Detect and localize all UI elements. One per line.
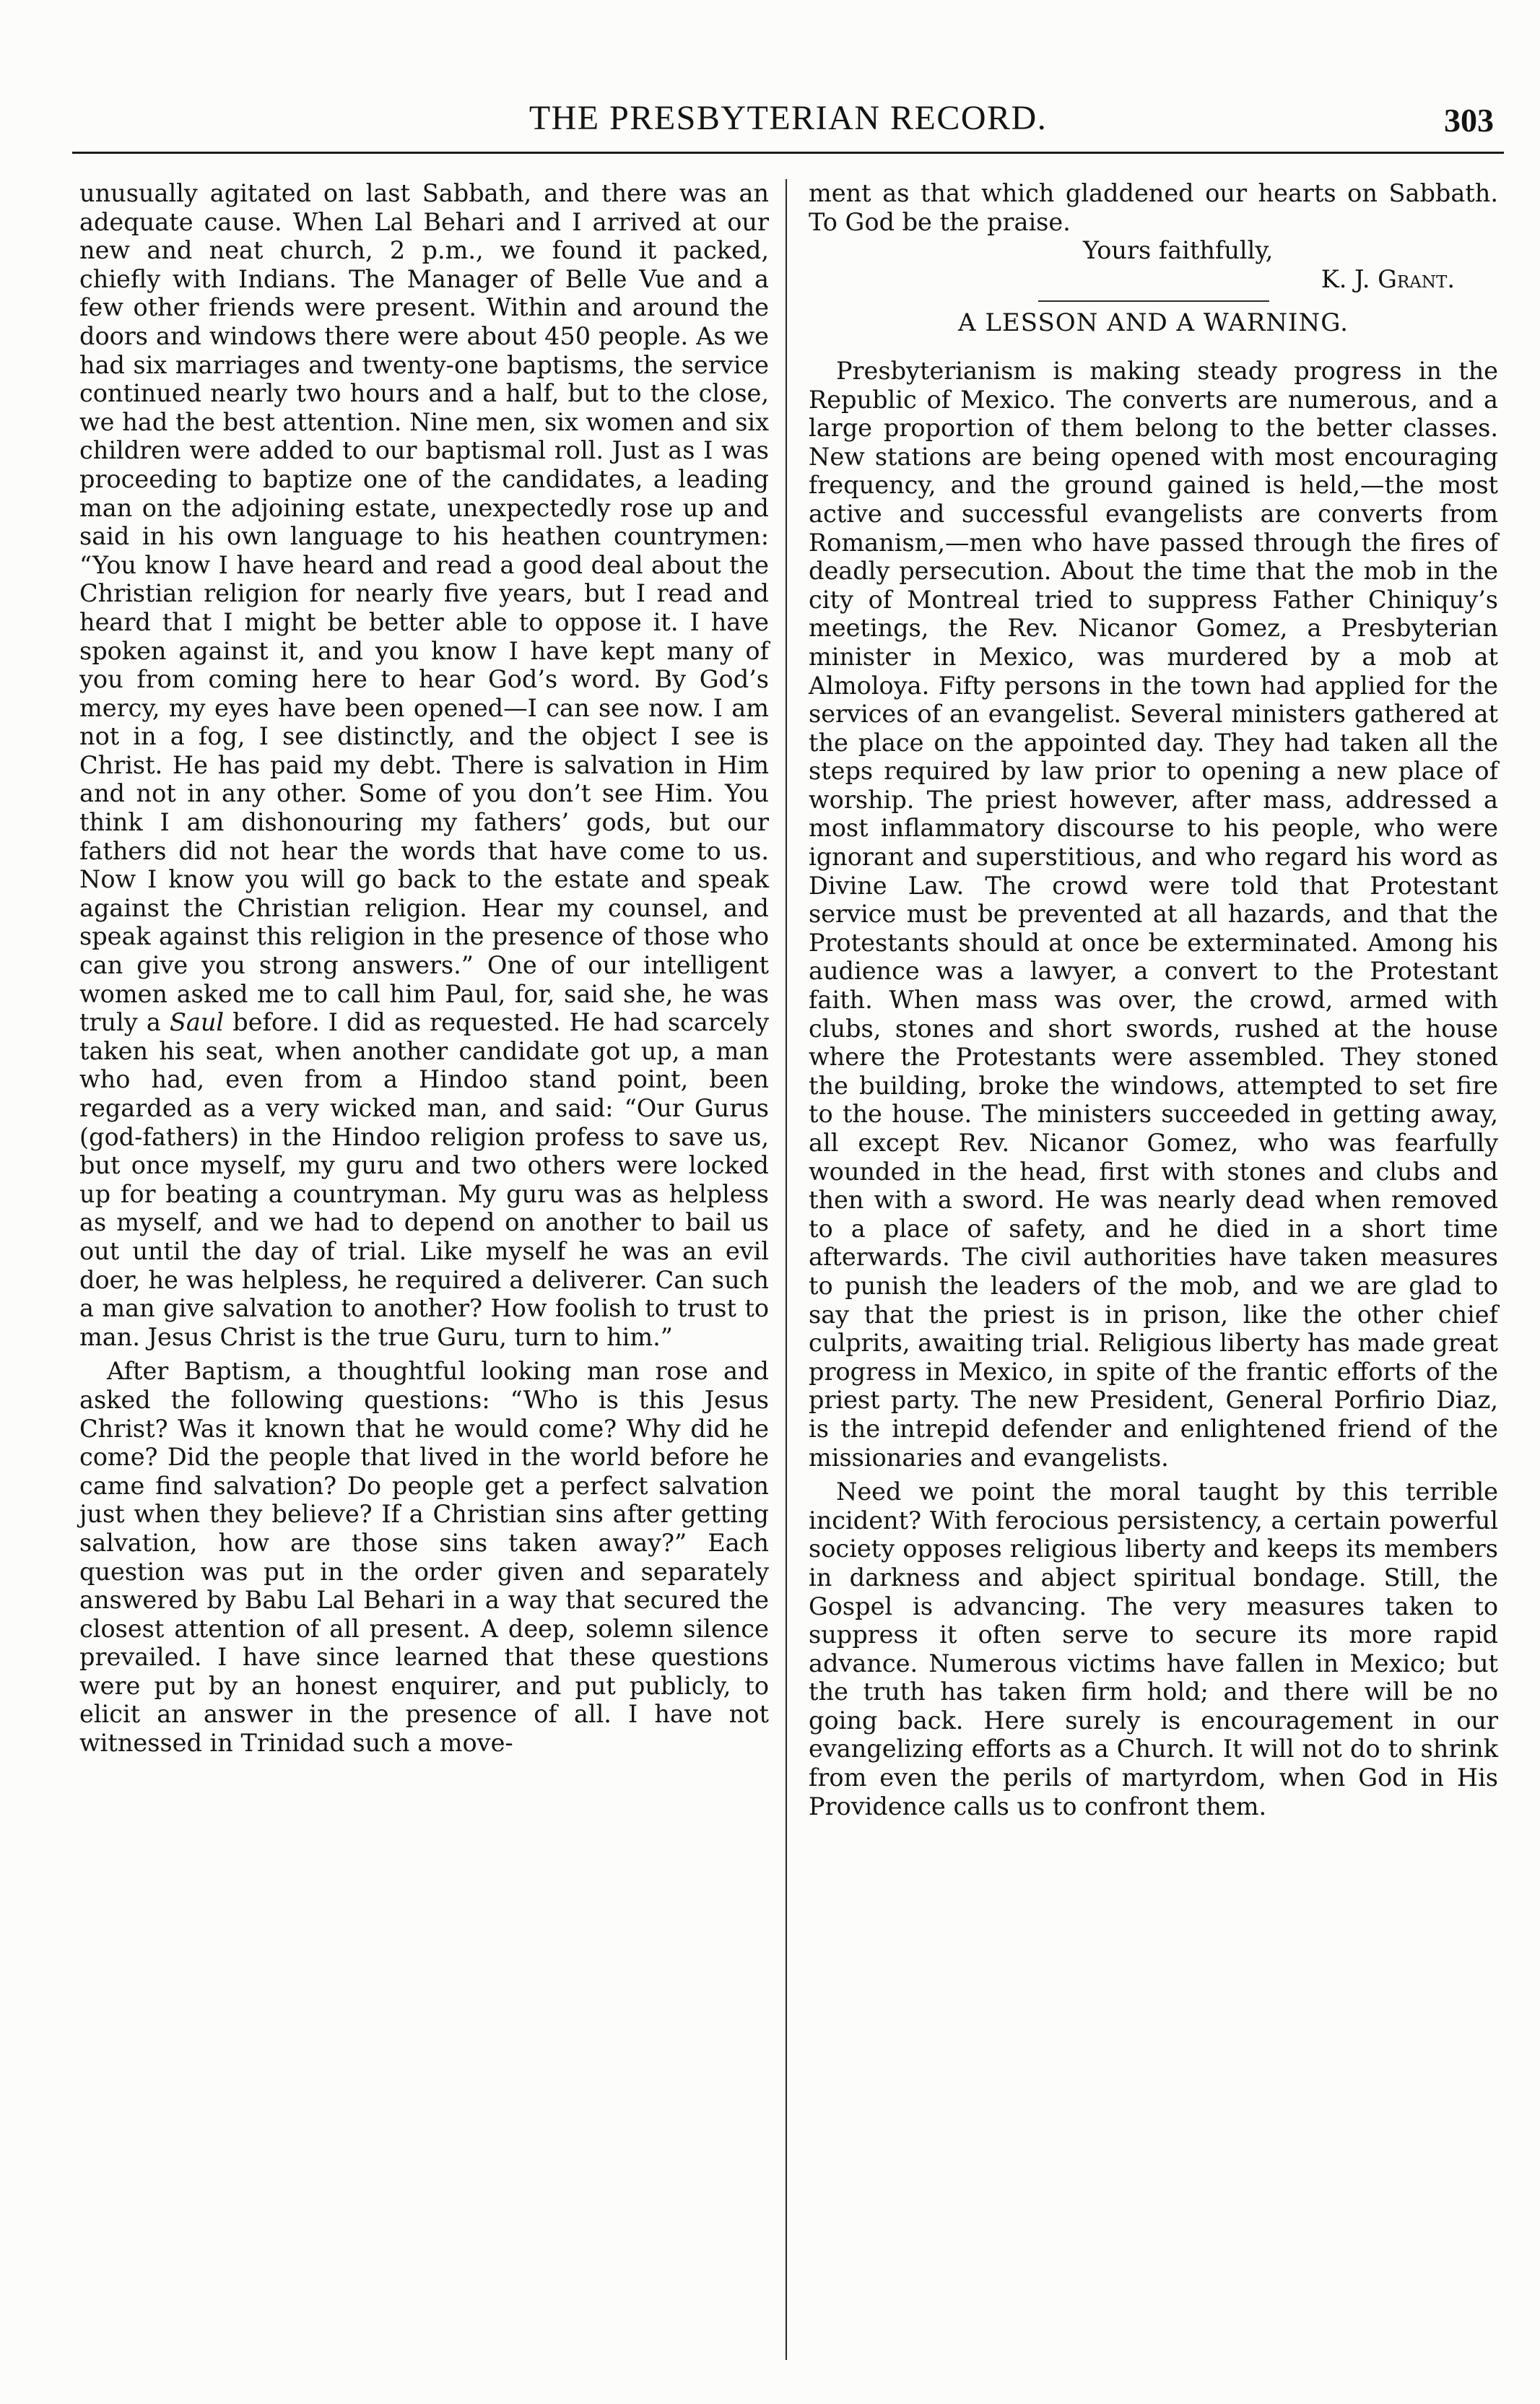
right-column [809, 179, 1498, 2374]
column-divider [786, 179, 787, 2360]
right-paragraph-3: Need we point the moral taught by this terrible incident? With ferocious persistency, a certain powerful society opposes religious liberty and keeps its members in darkness and abject spiritual bondage. Still, the Gospel is advancing. The very measures taken to suppress it often serve to secure its more rapid advance. Numerous victims have fallen in Mexico; but the truth has taken firm hold; and there will be no going back. Here surely is encouragement in our evangelizing efforts as a Church. It will not do to shrink from even the perils of martyrdom, when God in His Providence calls us to confront them. [809, 1477, 1498, 1821]
left-paragraph-2: After Baptism, a thoughtful looking man rose and asked the following questions: “Who is this Jesus Christ? Was it known that he would come? Why did he come? Did the people that lived in the world before he came find salvation? Do people get a perfect salvation just when they believe? If a Christian sins after getting salvation, how are those sins taken away?” Each question was put in the order given and separately answered by Babu Lal Behari in a way that secured the closest attention of all present. A deep, solemn silence prevailed. I have since learned that these questions were put by an honest enquirer, and put publicly, to elicit an answer in the presence of all. I have not witnessed in Trinidad such a move- [79, 1357, 769, 1758]
left-paragraph-1-italic: Saul [169, 1008, 225, 1037]
article-title: A LESSON AND A WARNING. [957, 308, 1349, 338]
right-paragraph-1: ment as that which gladdened our hearts on Sabbath. To God be the praise. [809, 179, 1498, 236]
left-paragraph-1 [79, 179, 769, 1351]
left-paragraph-1-end: before. I did as requested. He had scarcely taken his seat, when another candidate got up, a man who had, even from a Hindoo stand point, been regarded as a very wicked man, and said: “Our Gurus (god-fathers) in the Hindoo religion profess to save us, but once myself, my guru and two others were locked up for beating a countryman. My guru was as helpless as myself, and we had to depend on another to bail us out until the day of trial. Like myself he was an evil doer, he was helpless, he required a deliverer. Can such a man give salvation to another? How foolish to trust to man. Jesus Christ is the true Guru, turn to him.” [79, 1008, 769, 1351]
letter-signoff [809, 236, 1498, 293]
signoff-signature: K. J. Grant. [1321, 264, 1455, 293]
page-header [72, 85, 1504, 157]
header-rule [72, 152, 1504, 154]
left-column [79, 179, 769, 2374]
section-rule [1038, 300, 1269, 302]
left-paragraph-1-text: unusually agitated on last Sabbath, and there was an adequate cause. When Lal Behari and I arrived at our new and neat church, 2 p.m., we found it packed, chiefly with Indians. The Manager of Belle Vue and a few other friends were present. Within and around the doors and windows there were about 450 people. As we had six marriages and twenty-one baptisms, the service continued nearly two hours and a half, but to the close, we had the best attention. Nine men, six women and six children were added to our baptismal roll. Just as I was proceeding to baptize one of the candidates, a leading man on the adjoining estate, unexpectedly rose up and said in his own language to his heathen countrymen: “You know I have heard and read a good deal about the Christian religion for nearly five years, but I read and heard that I might be better able to oppose it. I have spoken against it, and you know I have kept many of you from coming here to hear God’s word. By God’s mercy, my eyes have been opened—I can see now. I am not in a fog, I see distinctly, and the object I see is Christ. He has paid my debt. There is salvation in Him and not in any other. Some of you don’t see Him. You think I am dishonouring my fathers’ gods, but our fathers did not hear the words that have come to us. Now I know you will go back to the estate and speak against the Christian religion. Hear my counsel, and speak against this religion in the presence of those who can give you strong answers.” One of our intelligent women asked me to call him Paul, for, said she, he was truly a [79, 179, 769, 1037]
newspaper-page [72, 85, 1504, 2374]
signoff-closing: Yours faithfully, [1083, 236, 1274, 265]
publication-title: THE PRESBYTERIAN RECORD. [528, 99, 1048, 137]
columns [72, 179, 1504, 2374]
right-paragraph-2: Presbyterianism is making steady progress in the Republic of Mexico. The converts are numerous, and a large proportion of them belong to the better classes. New stations are being opened with most encouraging frequency, and the ground gained is held,—the most active and successful evangelists are converts from Romanism,—men who have passed through the fires of deadly persecution. About the time that the mob in the city of Montreal tried to suppress Father Chiniquy’s meetings, the Rev. Nicanor Gomez, a Presbyterian minister in Mexico, was murdered by a mob at Almoloya. Fifty persons in the town had applied for the services of an evangelist. Several ministers gathered at the place on the appointed day. They had taken all the steps required by law prior to opening a new place of worship. The priest however, after mass, addressed a most inflammatory discourse to his people, who were ignorant and superstitious, and who regard his word as Divine Law. The crowd were told that Protestant service must be prevented at all hazards, and that the Protestants should at once be exterminated. Among his audience was a lawyer, a convert to the Protestant faith. When mass was over, the crowd, armed with clubs, stones and short swords, rushed at the house where the Protestants were assembled. They stoned the building, broke the windows, attempted to set fire to the house. The ministers succeeded in getting away, all except Rev. Nicanor Gomez, who was fearfully wounded in the head, first with stones and clubs and then with a sword. He was nearly dead when removed to a place of safety, and he died in a short time afterwards. The civil authorities have taken measures to punish the leaders of the mob, and we are glad to say that the priest is in prison, like the other chief culprits, awaiting trial. Religious liberty has made great progress in Mexico, in spite of the frantic efforts of the priest party. The new President, General Porfirio Diaz, is the intrepid defender and enlightened friend of the missionaries and evangelists. [809, 356, 1498, 1472]
page-number: 303 [1444, 102, 1494, 139]
